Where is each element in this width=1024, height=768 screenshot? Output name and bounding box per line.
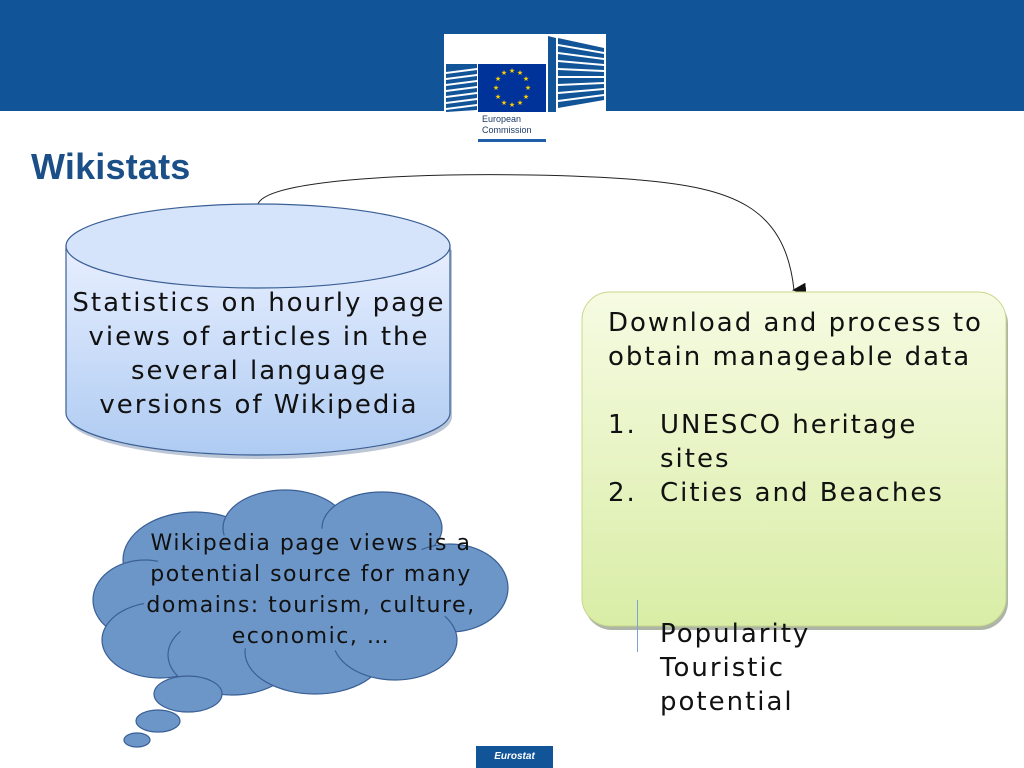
outcome-bracket-line [637, 600, 638, 652]
logo-text-line1: European [482, 114, 522, 124]
process-box-list [608, 408, 988, 510]
svg-text:★: ★ [508, 67, 516, 75]
footer-eurostat-tag: Eurostat [476, 746, 553, 768]
svg-text:★: ★ [516, 99, 524, 107]
outcome-line-popularity: Popularity [660, 619, 811, 649]
outcome-line-potential: potential [660, 687, 794, 717]
list-item-number: 2. [608, 478, 637, 508]
svg-text:★: ★ [522, 93, 530, 101]
svg-text:★: ★ [522, 75, 530, 83]
list-item [608, 476, 988, 510]
svg-text:★: ★ [500, 69, 508, 77]
list-item-number: 1. [608, 410, 637, 440]
list-item-label: UNESCO heritage sites [660, 410, 918, 474]
outcome-line-touristic: Touristic [660, 653, 786, 683]
svg-text:★: ★ [524, 84, 532, 92]
outcome-text [660, 617, 980, 719]
svg-text:★: ★ [508, 101, 516, 109]
thought-cloud-label: Wikipedia page views is a potential source for many domains: tourism, culture, economic, … [146, 531, 476, 649]
slide-title: Wikistats [31, 146, 191, 187]
svg-text:★: ★ [492, 84, 500, 92]
database-label: Statistics on hourly page views of articles in the several language versions of Wikipedia [72, 288, 446, 420]
list-item-label: Cities and Beaches [660, 478, 944, 508]
logo-text-line2: Commission [482, 125, 532, 135]
svg-text:★: ★ [494, 75, 502, 83]
svg-text:★: ★ [516, 69, 524, 77]
process-box-intro: Download and process to obtain manageable data [608, 308, 983, 372]
svg-text:★: ★ [500, 99, 508, 107]
process-box-content [608, 306, 988, 510]
list-item [608, 408, 988, 476]
svg-text:★: ★ [494, 93, 502, 101]
